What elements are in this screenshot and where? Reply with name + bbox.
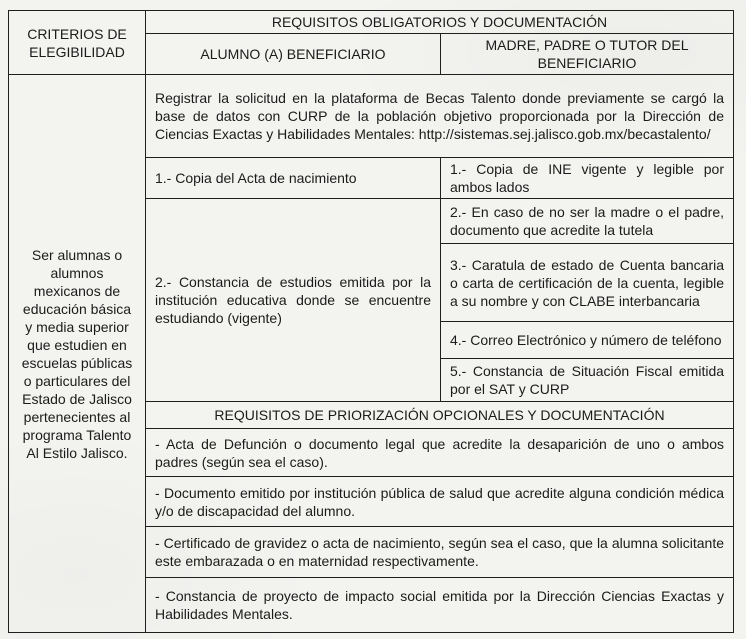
header-madre-padre-tutor: MADRE, PADRE O TUTOR DEL BENEFICIARIO	[441, 34, 734, 75]
cell-alumno-requisito-2: 2.- Constancia de estudios emitida por la institución educativa donde se encuentre estudiando (vigente)	[146, 199, 441, 402]
header-requisitos-priorizacion: REQUISITOS DE PRIORIZACIÓN OPCIONALES Y DOCUMENTACIÓN	[146, 402, 734, 429]
cell-priorizacion-item-2: - Documento emitido por institución pública de salud que acredite alguna condición médica y/o de discapacidad del alumno.	[146, 477, 734, 527]
header-alumno-beneficiario: ALUMNO (A) BENEFICIARIO	[146, 34, 441, 75]
cell-criterios-elegibilidad-text: Ser alumnas o alumnos mexicanos de educación básica y media superior que estudien en escuelas públicas o particulares del Estado de Jalisco pertenecientes al programa Talento Al Estilo Jalisco.	[9, 75, 146, 633]
cell-alumno-requisito-1: 1.- Copia del Acta de nacimiento	[146, 158, 441, 199]
cell-priorizacion-item-3: - Certificado de gravidez o acta de nacimiento, según sea el caso, que la alumna solicitante este embarazada o en maternidad respectivamente.	[146, 527, 734, 578]
cell-tutor-requisito-4: 4.- Correo Electrónico y número de teléfono	[441, 322, 734, 359]
cell-tutor-requisito-5: 5.- Constancia de Situación Fiscal emitida por el SAT y CURP	[441, 359, 734, 402]
table-row	[9, 11, 734, 34]
cell-registro-plataforma: Registrar la solicitud en la plataforma de Becas Talento donde previamente se cargó la base de datos con CURP de la población objetivo proporcionada por la Dirección de Ciencias Exactas y Habilidades Mentales: http://sistemas.sej.jalisco.gob.mx/becastalento/	[146, 75, 734, 158]
header-criterios-elegibilidad: CRITERIOS DE ELEGIBILIDAD	[9, 11, 146, 75]
cell-priorizacion-item-4: - Constancia de proyecto de impacto social emitida por la Dirección Ciencias Exactas y Habilidades Mentales.	[146, 578, 734, 633]
table-row	[9, 75, 734, 158]
requirements-table	[8, 10, 734, 633]
cell-tutor-requisito-2: 2.- En caso de no ser la madre o el padre, documento que acredite la tutela	[441, 199, 734, 244]
cell-priorizacion-item-1: - Acta de Defunción o documento legal que acredite la desaparición de uno o ambos padres (según sea el caso).	[146, 429, 734, 477]
header-requisitos-obligatorios: REQUISITOS OBLIGATORIOS Y DOCUMENTACIÓN	[146, 11, 734, 34]
cell-tutor-requisito-1: 1.- Copia de INE vigente y legible por ambos lados	[441, 158, 734, 199]
cell-tutor-requisito-3: 3.- Caratula de estado de Cuenta bancaria o carta de certificación de la cuenta, legible a su nombre y con CLABE interbancaria	[441, 244, 734, 322]
